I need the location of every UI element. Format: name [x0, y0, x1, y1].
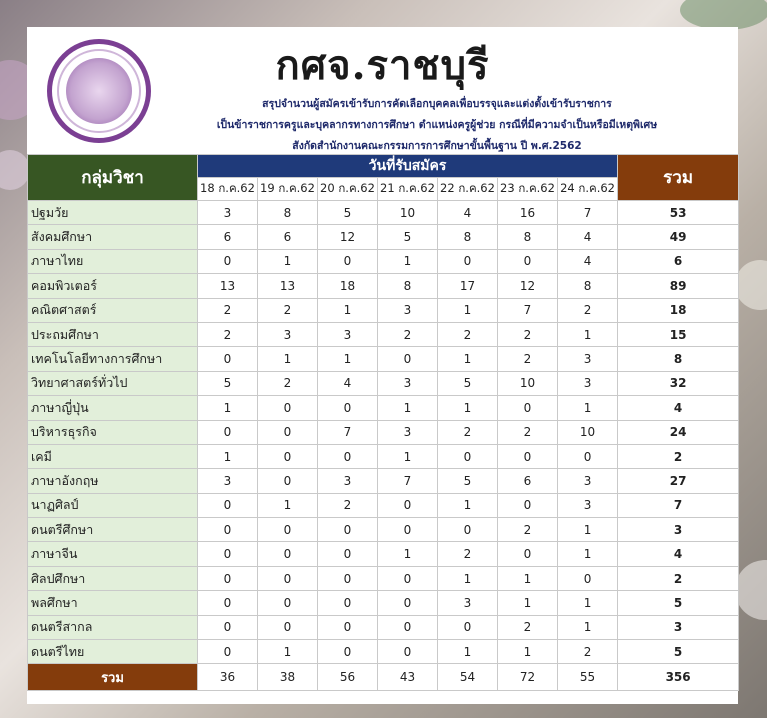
count-cell: 2 [258, 371, 318, 395]
count-cell: 18 [318, 274, 378, 298]
count-cell: 2 [498, 615, 558, 639]
summary-card [27, 27, 738, 704]
count-cell: 1 [438, 493, 498, 517]
count-cell: 13 [198, 274, 258, 298]
footer-value: 72 [498, 664, 558, 691]
count-cell: 8 [438, 225, 498, 249]
count-cell: 3 [378, 371, 438, 395]
count-cell: 1 [318, 347, 378, 371]
count-cell: 7 [378, 469, 438, 493]
subject-cell: เทคโนโลยีทางการศึกษา [28, 347, 198, 371]
count-cell: 1 [378, 542, 438, 566]
row-total-cell: 49 [618, 225, 739, 249]
row-total-cell: 2 [618, 566, 739, 590]
date-column-header: 23 ก.ค.62 [498, 178, 558, 201]
table-row [28, 347, 739, 371]
subject-cell: สังคมศึกษา [28, 225, 198, 249]
date-group-header: วันที่รับสมัคร [198, 155, 618, 178]
table-row [28, 249, 739, 273]
count-cell: 0 [558, 444, 618, 468]
count-cell: 3 [378, 298, 438, 322]
count-cell: 0 [438, 518, 498, 542]
count-cell: 2 [558, 298, 618, 322]
table-row [28, 518, 739, 542]
count-cell: 0 [378, 615, 438, 639]
row-total-cell: 3 [618, 518, 739, 542]
count-cell: 0 [198, 615, 258, 639]
count-cell: 3 [558, 371, 618, 395]
count-cell: 1 [498, 591, 558, 615]
date-column-header: 20 ก.ค.62 [318, 178, 378, 201]
count-cell: 2 [318, 493, 378, 517]
count-cell: 0 [318, 518, 378, 542]
count-cell: 0 [198, 518, 258, 542]
count-cell: 3 [318, 469, 378, 493]
count-cell: 2 [498, 347, 558, 371]
count-cell: 0 [198, 591, 258, 615]
count-cell: 7 [558, 201, 618, 225]
count-cell: 5 [378, 225, 438, 249]
count-cell: 10 [558, 420, 618, 444]
subject-cell: ภาษาญี่ปุ่น [28, 396, 198, 420]
count-cell: 1 [198, 444, 258, 468]
count-cell: 8 [378, 274, 438, 298]
count-cell: 3 [258, 322, 318, 346]
date-column-header: 21 ก.ค.62 [378, 178, 438, 201]
subtitle-line-3: สังกัดสำนักงานคณะกรรมการการศึกษาขั้นพื้นฐาน ปี พ.ศ.2562 [292, 140, 582, 152]
table-row [28, 542, 739, 566]
count-cell: 0 [258, 396, 318, 420]
subject-cell: ดนตรีไทย [28, 640, 198, 664]
count-cell: 0 [378, 518, 438, 542]
count-cell: 7 [318, 420, 378, 444]
count-cell: 0 [198, 566, 258, 590]
count-cell: 4 [438, 201, 498, 225]
subject-cell: ดนตรีสากล [28, 615, 198, 639]
table-row [28, 615, 739, 639]
table-row [28, 201, 739, 225]
table-row [28, 420, 739, 444]
table-row [28, 640, 739, 664]
table-row [28, 469, 739, 493]
table-row [28, 444, 739, 468]
subtitle-line-2: เป็นข้าราชการครูและบุคลากรทางการศึกษา ตำแหน่งครูผู้ช่วย กรณีที่มีความจำเป็นหรือมีเหตุพิเศษ [216, 119, 658, 131]
row-total-cell: 3 [618, 615, 739, 639]
count-cell: 0 [438, 444, 498, 468]
table-row [28, 493, 739, 517]
row-total-cell: 24 [618, 420, 739, 444]
table-body [28, 201, 739, 664]
count-cell: 0 [378, 347, 438, 371]
subject-cell: ภาษาไทย [28, 249, 198, 273]
count-cell: 2 [438, 322, 498, 346]
subject-cell: ประถมศึกษา [28, 322, 198, 346]
count-cell: 1 [558, 396, 618, 420]
footer-label: รวม [28, 664, 198, 691]
count-cell: 1 [498, 640, 558, 664]
count-cell: 0 [258, 615, 318, 639]
subject-cell: คณิตศาสตร์ [28, 298, 198, 322]
count-cell: 5 [438, 371, 498, 395]
count-cell: 1 [258, 493, 318, 517]
count-cell: 0 [198, 249, 258, 273]
background-flower-decoration [735, 260, 767, 310]
count-cell: 0 [318, 640, 378, 664]
count-cell: 1 [498, 566, 558, 590]
count-cell: 1 [438, 347, 498, 371]
count-cell: 1 [558, 322, 618, 346]
count-cell: 3 [318, 322, 378, 346]
row-total-cell: 4 [618, 396, 739, 420]
count-cell: 0 [318, 396, 378, 420]
count-cell: 8 [498, 225, 558, 249]
subject-cell: ศิลปศึกษา [28, 566, 198, 590]
count-cell: 1 [378, 444, 438, 468]
count-cell: 2 [438, 542, 498, 566]
count-cell: 1 [438, 396, 498, 420]
footer-row [28, 664, 739, 691]
footer-value: 56 [318, 664, 378, 691]
count-cell: 2 [558, 640, 618, 664]
count-cell: 2 [498, 420, 558, 444]
table-row [28, 274, 739, 298]
count-cell: 1 [378, 396, 438, 420]
subject-cell: คอมพิวเตอร์ [28, 274, 198, 298]
row-total-cell: 27 [618, 469, 739, 493]
count-cell: 10 [498, 371, 558, 395]
count-cell: 3 [558, 347, 618, 371]
count-cell: 1 [378, 249, 438, 273]
count-cell: 2 [498, 518, 558, 542]
row-total-cell: 89 [618, 274, 739, 298]
count-cell: 0 [438, 615, 498, 639]
count-cell: 0 [438, 249, 498, 273]
row-total-cell: 15 [618, 322, 739, 346]
count-cell: 0 [198, 542, 258, 566]
count-cell: 3 [558, 469, 618, 493]
count-cell: 13 [258, 274, 318, 298]
row-total-cell: 2 [618, 444, 739, 468]
count-cell: 5 [198, 371, 258, 395]
count-cell: 0 [318, 615, 378, 639]
count-cell: 0 [318, 249, 378, 273]
row-total-cell: 5 [618, 591, 739, 615]
count-cell: 0 [498, 396, 558, 420]
subject-cell: พลศึกษา [28, 591, 198, 615]
count-cell: 0 [258, 518, 318, 542]
count-cell: 1 [438, 298, 498, 322]
table-row [28, 371, 739, 395]
count-cell: 6 [258, 225, 318, 249]
count-cell: 0 [498, 444, 558, 468]
row-total-cell: 4 [618, 542, 739, 566]
count-cell: 6 [198, 225, 258, 249]
table-row [28, 566, 739, 590]
count-cell: 0 [198, 493, 258, 517]
count-cell: 4 [318, 371, 378, 395]
date-column-header: 18 ก.ค.62 [198, 178, 258, 201]
count-cell: 0 [198, 640, 258, 664]
count-cell: 4 [558, 225, 618, 249]
row-total-cell: 7 [618, 493, 739, 517]
count-cell: 2 [198, 322, 258, 346]
count-cell: 0 [378, 640, 438, 664]
count-cell: 1 [438, 640, 498, 664]
count-cell: 3 [378, 420, 438, 444]
count-cell: 8 [558, 274, 618, 298]
table-row [28, 225, 739, 249]
count-cell: 1 [198, 396, 258, 420]
subject-cell: วิทยาศาสตร์ทั่วไป [28, 371, 198, 395]
background-leaf-decoration [680, 0, 767, 30]
count-cell: 0 [258, 469, 318, 493]
count-cell: 0 [258, 566, 318, 590]
subject-cell: ดนตรีศึกษา [28, 518, 198, 542]
row-total-cell: 5 [618, 640, 739, 664]
count-cell: 10 [378, 201, 438, 225]
count-cell: 0 [318, 566, 378, 590]
subject-cell: บริหารธุรกิจ [28, 420, 198, 444]
count-cell: 12 [498, 274, 558, 298]
count-cell: 8 [258, 201, 318, 225]
footer-value: 43 [378, 664, 438, 691]
count-cell: 0 [318, 444, 378, 468]
count-cell: 1 [558, 591, 618, 615]
subtitle-line-1: สรุปจำนวนผู้สมัครเข้ารับการคัดเลือกบุคคลเพื่อบรรจุและแต่งตั้งเข้ารับราชการ [262, 98, 612, 110]
table-row [28, 322, 739, 346]
count-cell: 0 [498, 493, 558, 517]
count-cell: 0 [198, 347, 258, 371]
count-cell: 0 [318, 542, 378, 566]
table-row [28, 591, 739, 615]
count-cell: 7 [498, 298, 558, 322]
count-cell: 1 [258, 249, 318, 273]
subject-column-header: กลุ่มวิชา [28, 155, 198, 201]
subject-cell: นาฏศิลป์ [28, 493, 198, 517]
table-row [28, 396, 739, 420]
count-cell: 0 [378, 566, 438, 590]
count-cell: 3 [438, 591, 498, 615]
subject-cell: ภาษาจีน [28, 542, 198, 566]
count-cell: 2 [198, 298, 258, 322]
footer-value: 54 [438, 664, 498, 691]
count-cell: 1 [558, 615, 618, 639]
count-cell: 0 [258, 420, 318, 444]
date-column-header: 22 ก.ค.62 [438, 178, 498, 201]
count-cell: 2 [438, 420, 498, 444]
count-cell: 0 [198, 420, 258, 444]
date-column-header: 24 ก.ค.62 [558, 178, 618, 201]
count-cell: 0 [318, 591, 378, 615]
footer-value: 36 [198, 664, 258, 691]
count-cell: 1 [558, 542, 618, 566]
count-cell: 0 [498, 542, 558, 566]
row-total-cell: 18 [618, 298, 739, 322]
total-column-header: รวม [618, 155, 739, 201]
table-row [28, 298, 739, 322]
background-flower-decoration [735, 560, 767, 620]
count-cell: 1 [558, 518, 618, 542]
count-cell: 1 [258, 640, 318, 664]
applicants-table [27, 154, 739, 691]
count-cell: 1 [318, 298, 378, 322]
count-cell: 4 [558, 249, 618, 273]
count-cell: 0 [258, 591, 318, 615]
count-cell: 5 [318, 201, 378, 225]
count-cell: 3 [558, 493, 618, 517]
row-total-cell: 6 [618, 249, 739, 273]
count-cell: 1 [258, 347, 318, 371]
count-cell: 0 [558, 566, 618, 590]
count-cell: 3 [198, 201, 258, 225]
count-cell: 2 [378, 322, 438, 346]
count-cell: 5 [438, 469, 498, 493]
footer-value: 38 [258, 664, 318, 691]
date-column-header: 19 ก.ค.62 [258, 178, 318, 201]
count-cell: 16 [498, 201, 558, 225]
row-total-cell: 32 [618, 371, 739, 395]
count-cell: 6 [498, 469, 558, 493]
footer-value: 55 [558, 664, 618, 691]
footer-grand-total: 356 [618, 664, 739, 691]
count-cell: 0 [498, 249, 558, 273]
count-cell: 0 [258, 542, 318, 566]
row-total-cell: 53 [618, 201, 739, 225]
background-flower-decoration [0, 150, 30, 190]
count-cell: 0 [378, 493, 438, 517]
count-cell: 0 [378, 591, 438, 615]
subject-cell: ปฐมวัย [28, 201, 198, 225]
count-cell: 0 [258, 444, 318, 468]
count-cell: 1 [438, 566, 498, 590]
count-cell: 17 [438, 274, 498, 298]
row-total-cell: 8 [618, 347, 739, 371]
subject-cell: เคมี [28, 444, 198, 468]
count-cell: 2 [498, 322, 558, 346]
count-cell: 3 [198, 469, 258, 493]
count-cell: 2 [258, 298, 318, 322]
page-title: กศจ.ราชบุรี [275, 42, 490, 89]
subject-cell: ภาษาอังกฤษ [28, 469, 198, 493]
count-cell: 12 [318, 225, 378, 249]
